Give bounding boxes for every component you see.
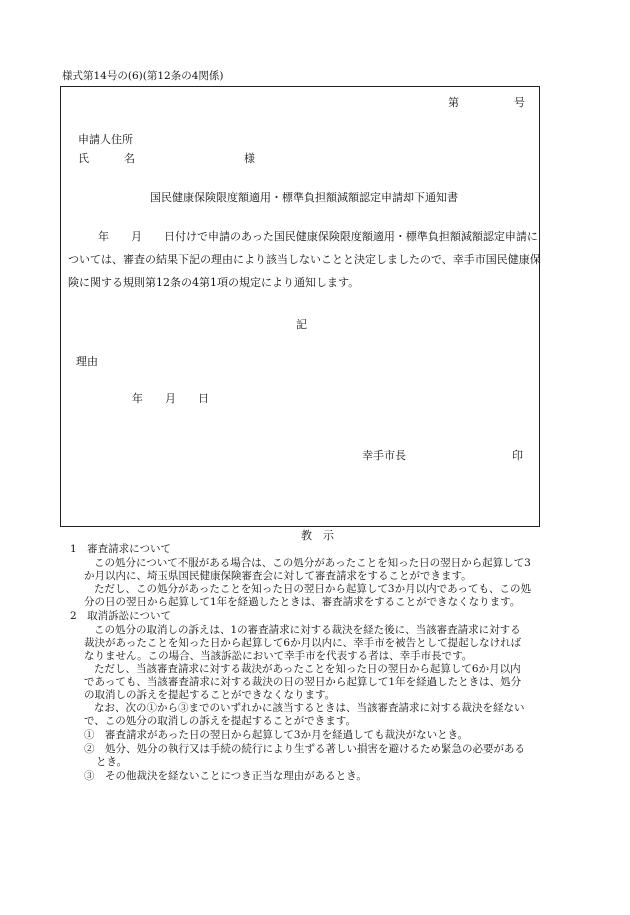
instruction-line: か月以内に、埼玉県国民健康保険審査会に対して審査請求をすることができます。 (84, 570, 472, 582)
instruction-line: なりません。この場合、当該訴訟において幸手市を代表する者は、幸手市長です。 (84, 650, 473, 662)
reason-label: 理由 (76, 355, 98, 368)
instruction-item-1: ① 審査請求があった日の翌日から起算して3か月を経過しても裁決がないとき。 (84, 729, 469, 741)
instruction-line: この処分について不服がある場合は、この処分があったことを知った日の翌日から起算して3 (94, 557, 531, 569)
instruction-line: とき。 (96, 756, 128, 768)
instruction-line: の取消しの訴えを提起することができなくなります。 (84, 689, 336, 701)
instruction-line: ただし、この処分があったことを知った日の翌日から起算して3か月以内であっても、この処 (94, 583, 531, 595)
body-line-1: 年 月 日付けで申請のあった国民健康保険限度額適用・標準負担額減額認定申請に (98, 230, 538, 243)
instruction-item-3: ③ その他裁決を経ないことにつき正当な理由があるとき。 (84, 770, 367, 782)
instruction-line: で、この処分の取消しの訴えを提起することができます。 (84, 715, 356, 727)
document-title: 国民健康保険限度額適用・標準負担額減額認定申請却下通知書 (150, 191, 458, 204)
applicant-name-shi: 氏 (78, 152, 89, 165)
instruction-heading-1: 1 審査請求について (70, 543, 171, 555)
issue-date-line: 年 月 日 (132, 392, 209, 405)
instruction-line: 分の日の翌日から起算して1年を経過したときは、審査請求をすることができなくなります。 (84, 596, 521, 608)
applicant-name-mei: 名 (124, 152, 135, 165)
instruction-line: ただし、当該審査請求に対する裁決があったことを知った日の翌日から起算して6か月以内 (94, 663, 521, 675)
form-number-label: 様式第14号の(6)(第12条の4関係) (62, 70, 224, 82)
instruction-line: であっても、当該審査請求に対する裁決の日の翌日から起算して1年を経過したときは、処分 (84, 676, 522, 688)
ki-label: 記 (296, 318, 307, 331)
instruction-heading-2: 2 取消訴訟について (70, 610, 171, 622)
mayor-label: 幸手市長 (362, 449, 406, 462)
document-number-label: 第 号 (448, 96, 525, 109)
body-line-3: 険に関する規則第12条の4第1項の規定により通知します。 (68, 276, 360, 289)
instruction-line: この処分の取消しの訴えは、1の審査請求に対する裁決を経た後に、当該審査請求に対する (94, 624, 521, 636)
applicant-address-label: 申請人住所 (78, 133, 133, 146)
seal-label: 印 (512, 449, 523, 462)
kyoji-title: 教 示 (301, 529, 334, 542)
body-line-2: ついては、審査の結果下記の理由により該当しないことと決定しましたので、幸手市国民健康保 (68, 253, 541, 266)
instruction-line: なお、次の①から③までのいずれかに該当するときは、当該審査請求に対する裁決を経ない (94, 702, 525, 714)
instruction-item-2: ② 処分、処分の執行又は手続の続行により生ずる著しい損害を避けるため緊急の必要がある (84, 743, 525, 755)
instruction-line: 裁決があったことを知った日から起算して6か月以内に、幸手市を被告として提起しなければ (84, 637, 522, 649)
applicant-honorific: 様 (244, 152, 255, 165)
